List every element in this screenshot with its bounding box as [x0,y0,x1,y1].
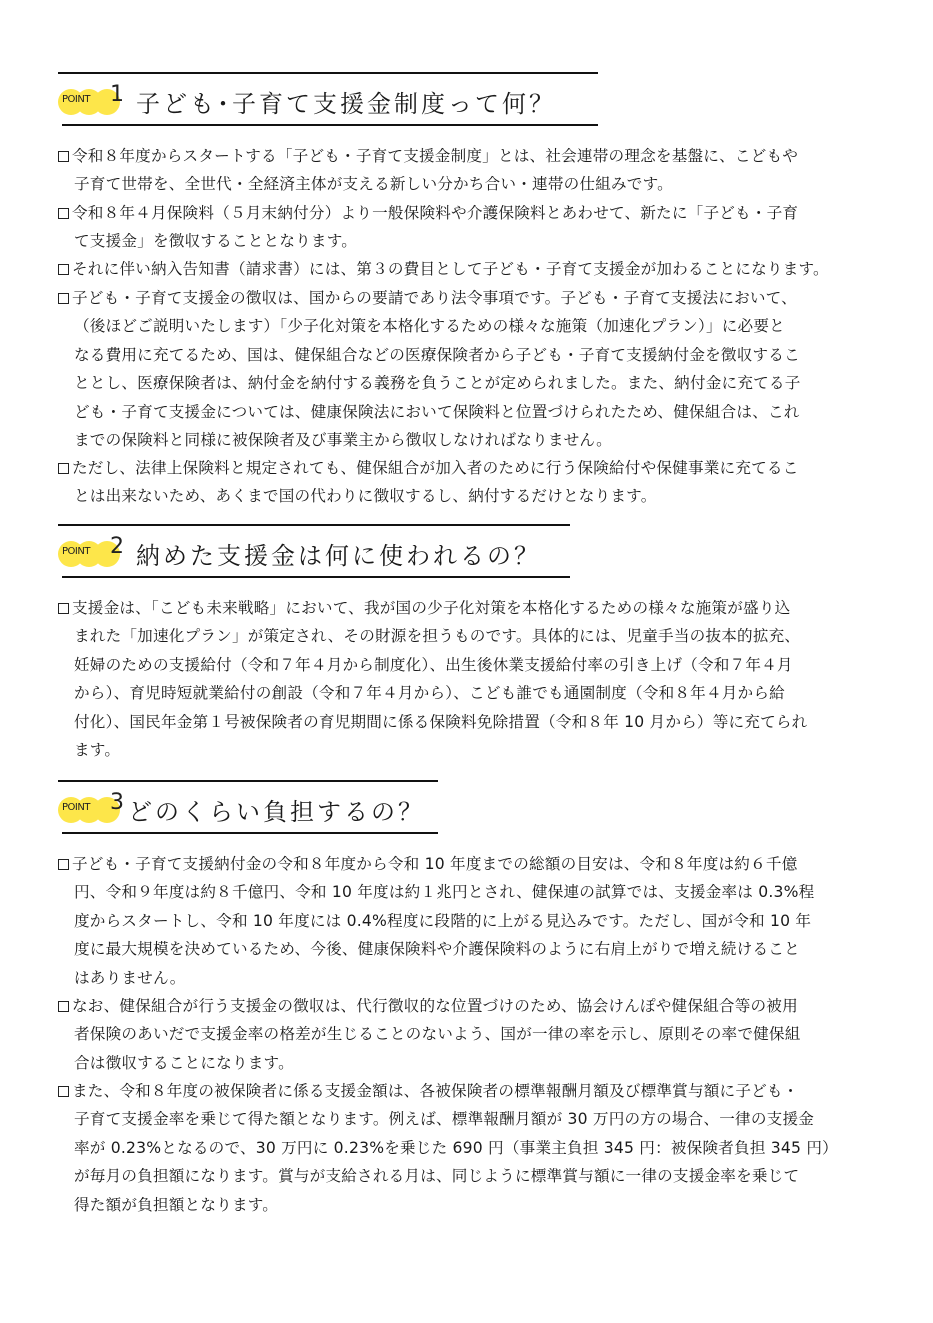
point-label: POINT [62,546,90,557]
section-2-bottom-rule [62,576,570,578]
point-badge [58,790,130,824]
list-item: ただし、法律上保険料と規定されても、健保組合が加入者のために行う保険給付や保健事業に充てるこ とは出来ないため、あくまで国の代わりに徴収するし、納付するだけとなります。 [58,454,880,511]
checkbox-icon [58,151,69,162]
point-number: 1 [110,82,124,107]
point-label: POINT [62,94,90,105]
section-title: 子ども･子育て支援金制度って何？ [136,90,556,118]
point-label: POINT [62,802,90,813]
checkbox-icon [58,1086,69,1097]
checkbox-icon [58,603,69,614]
point-badge [58,534,130,568]
checkbox-icon [58,1001,69,1012]
section-2-top-rule [58,524,570,526]
section-title: 納めた支援金は何に使われるの？ [136,542,541,570]
point-number: 3 [110,790,124,815]
section-3-bottom-rule [62,832,438,834]
section-1-top-rule [58,72,598,74]
section-1-bottom-rule [62,124,598,126]
checkbox-icon [58,208,69,219]
checkbox-icon [58,293,69,304]
list-item: それに伴い納入告知書（請求書）には、第３の費目として子ども・子育て支援金が加わることになります。 [58,255,880,283]
list-item: 子ども・子育て支援金の徴収は、国からの要請であり法令事項です。子ども・子育て支援法において、 （後ほどご説明いたします）「少子化対策を本格化するための様々な施策（加速化プラン）」に必要と なる費用に充てるため、国は、健保組合などの医療保険者から子ども・子育て支援納付金を徴収するこ ととし、医療保険者は、納付金を納付する義務を負うことが定められました。また、納付金に充てる子 ども・子育て支援金については、健康保険法において保険料と位置づけられたため、健保組合は、これ までの保険料と同様に被保険者及び事業主から徴収しなければなりません。 [58,284,880,454]
list-item: 令和８年４月保険料（５月末納付分）より一般保険料や介護保険料とあわせて、新たに「子ども・子育 て支援金」を徴収することとなります。 [58,199,880,256]
checkbox-icon [58,859,69,870]
point-number: 2 [110,534,124,559]
checkbox-icon [58,463,69,474]
point-badge [58,82,130,116]
section-title: どのくらい負担するの？ [128,798,425,826]
section-3-top-rule [58,780,438,782]
list-item: 子ども・子育て支援納付金の令和８年度から令和 10 年度までの総額の目安は、令和８年度は約６千億 円、令和９年度は約８千億円、令和 10 年度は約１兆円とされ、健保連の試算では、支援金率は 0.3%程 度からスタートし、令和 10 年度には 0.4%程度に段階的に上がる見込みです。ただし、国が令和 10 年 度に最大規模を決めているため、今後、健康保険料や介護保険料のように右肩上がりで増え続けること はありません。 [58,850,880,992]
list-item: なお、健保組合が行う支援金の徴収は、代行徴収的な位置づけのため、協会けんぽや健保組合等の被用 者保険のあいだで支援金率の格差が生じることのないよう、国が一律の率を示し、原則その率で健保組 合は徴収することになります。 [58,992,880,1077]
checkbox-icon [58,264,69,275]
list-item: 支援金は、「こども未来戦略」において、我が国の少子化対策を本格化するための様々な施策が盛り込 まれた「加速化プラン」が策定され、その財源を担うものです。具体的には、児童手当の抜本的拡充、 妊婦のための支援給付（令和７年４月から制度化）、出生後休業支援給付率の引き上げ（令和７年４月 から）、育児時短就業給付の創設（令和７年４月から）、こども誰でも通園制度（令和８年４月から給 付化）、国民年金第１号被保険者の育児期間に係る保険料免除措置（令和８年 10 月から）等に充てられ ます。 [58,594,880,764]
list-item: また、令和８年度の被保険者に係る支援金額は、各被保険者の標準報酬月額及び標準賞与額に子ども・ 子育て支援金率を乗じて得た額となります。例えば、標準報酬月額が 30 万円の方の場合、一律の支援金 率が 0.23%となるので、30 万円に 0.23%を乗じた 690 円（事業主負担 345 円：被保険者負担 345 円） が毎月の負担額になります。賞与が支給される月は、同じように標準賞与額に一律の支援金率を乗じて 得た額が負担額となります。 [58,1077,880,1219]
list-item: 令和８年度からスタートする「子ども・子育て支援金制度」とは、社会連帯の理念を基盤に、こどもや 子育て世帯を、全世代・全経済主体が支える新しい分かち合い・連帯の仕組みです。 [58,142,880,199]
